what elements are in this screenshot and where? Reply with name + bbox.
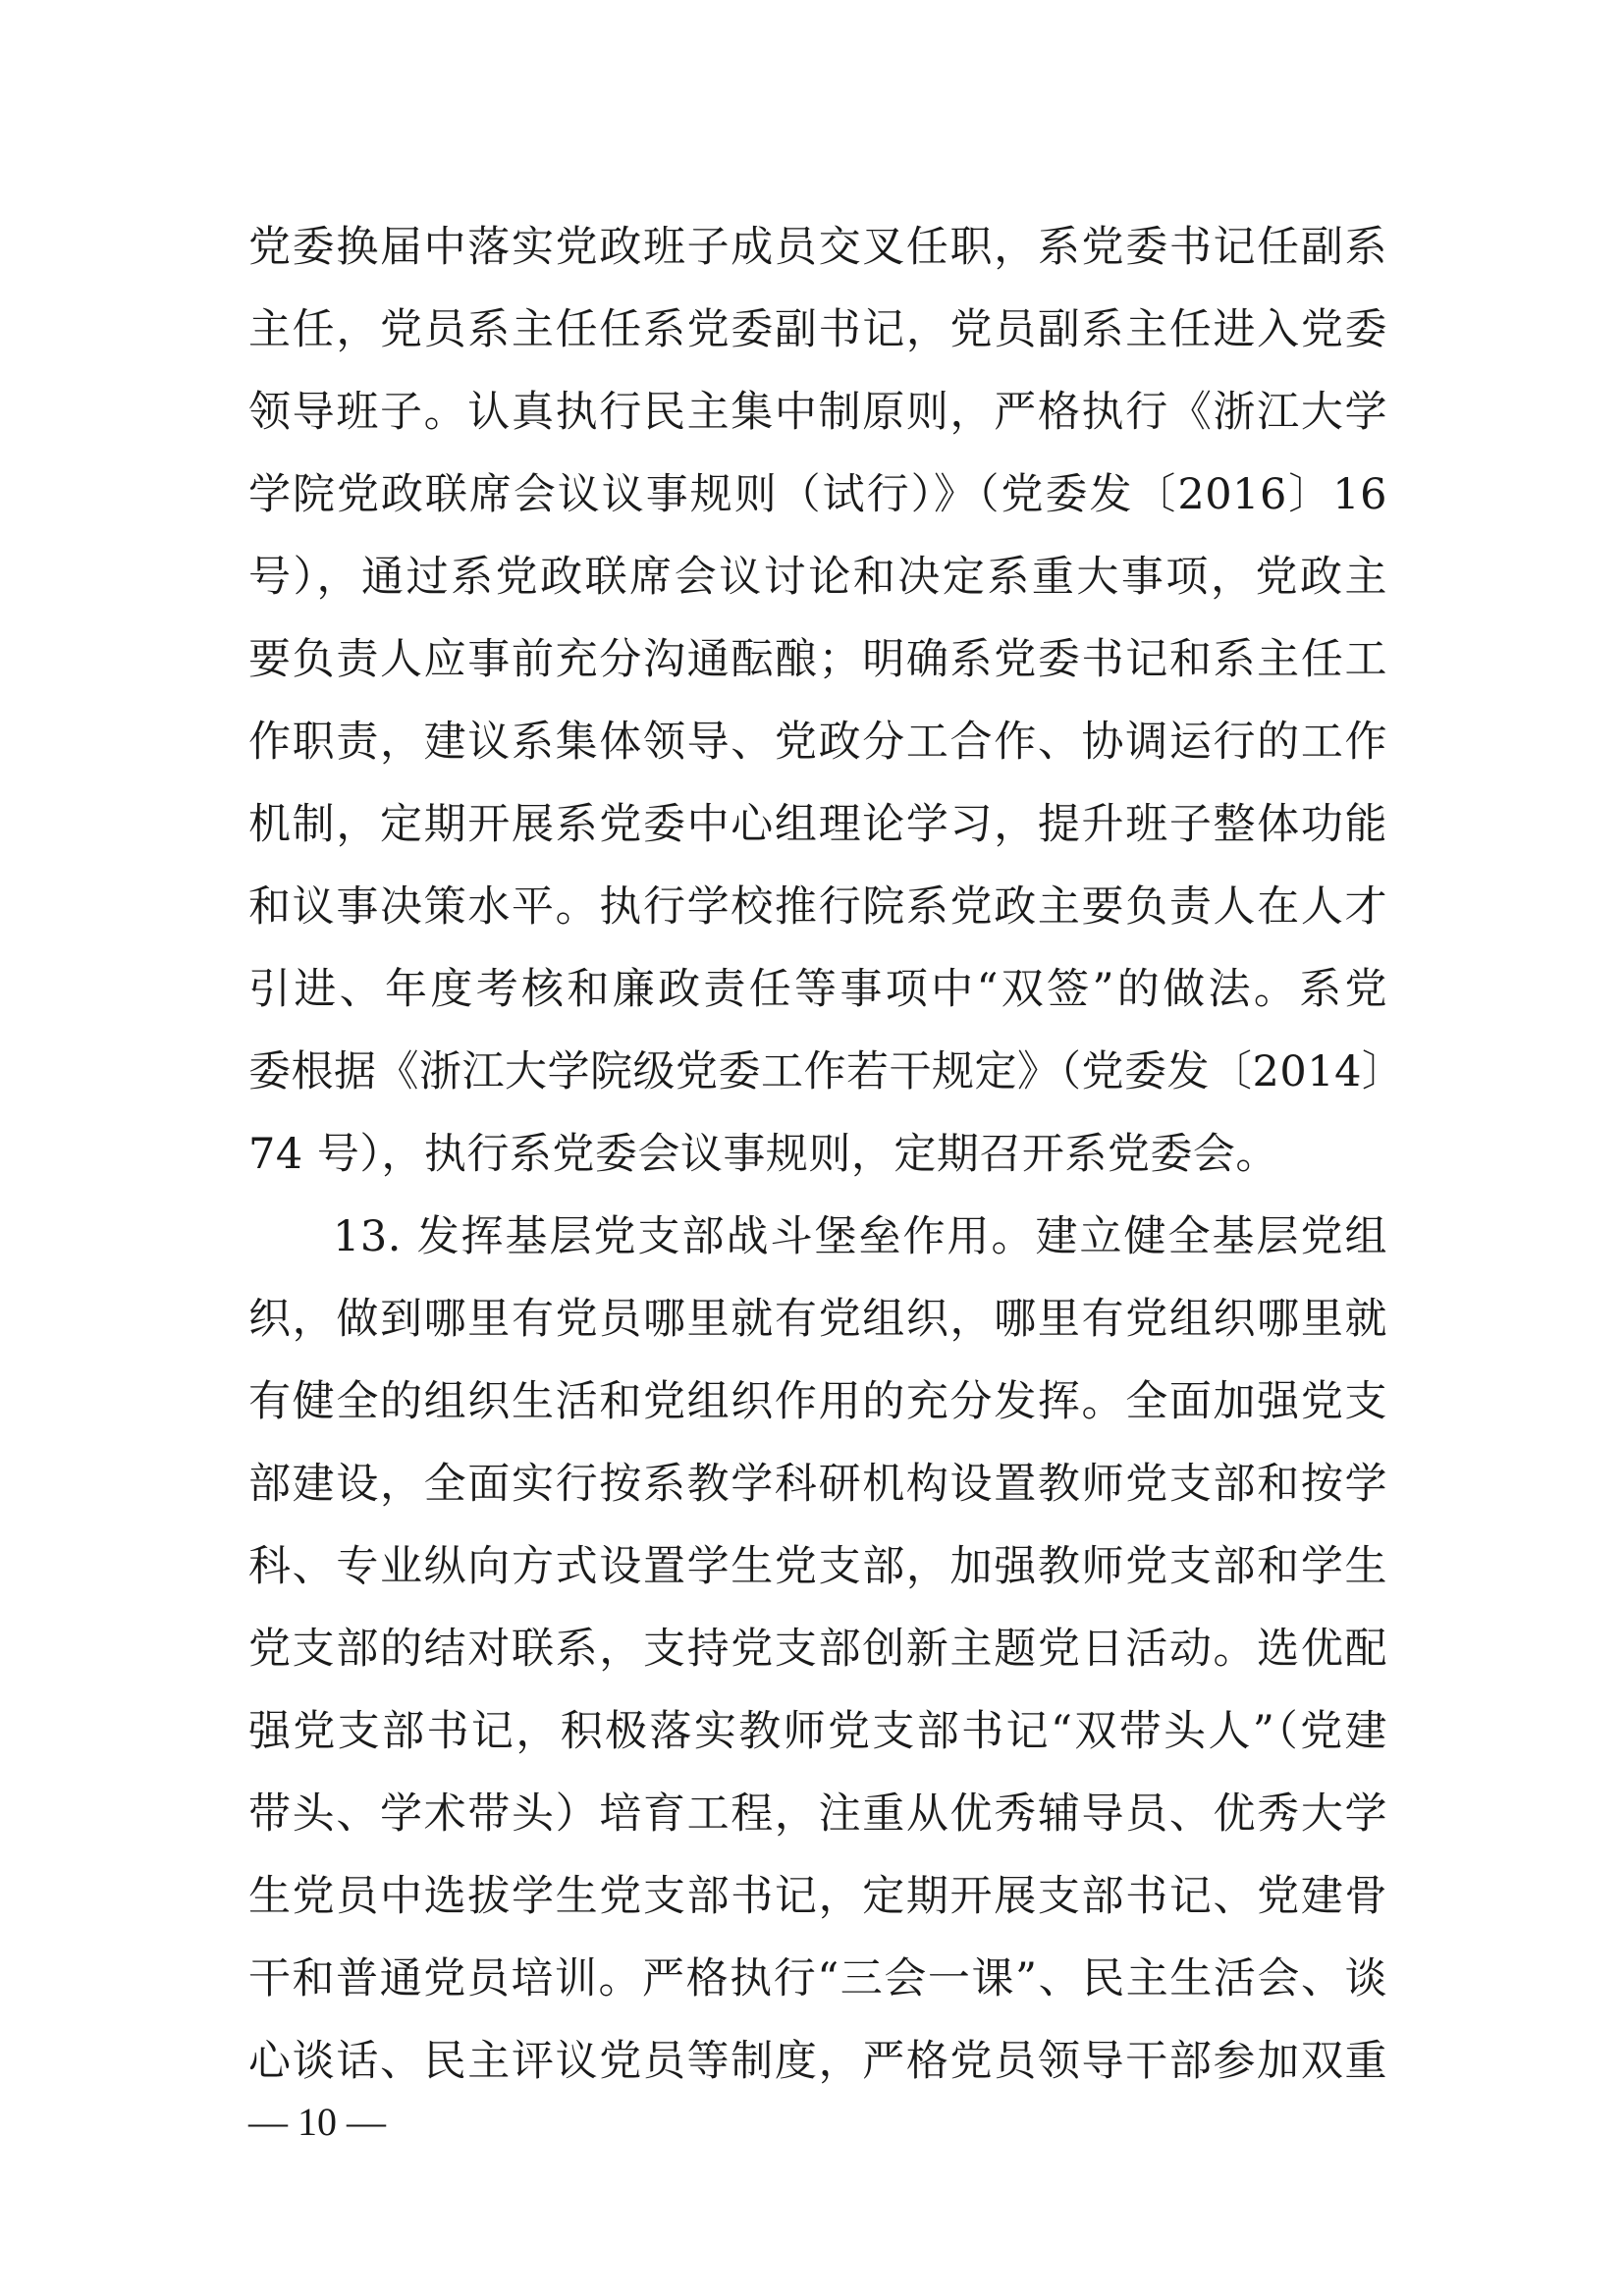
text-line-6: 要负责人应事前充分沟通酝酿；明确系党委书记和系主任工	[248, 635, 1387, 684]
text-line-7: 作职责，建议系集体领导、党政分工合作、协调运行的工作	[248, 718, 1387, 767]
section-13-line-8: 生党员中选拔学生党支部书记，定期开展支部书记、党建骨	[248, 1872, 1387, 1921]
text-line-5: 号），通过系党政联席会议讨论和决定系重大事项，党政主	[248, 553, 1387, 602]
text-line-1: 党委换届中落实党政班子成员交叉任职，系党委书记任副系	[248, 223, 1387, 272]
text-line-12: 74 号），执行系党委会议事规则，定期召开系党委会。	[248, 1130, 1278, 1179]
text-line-10: 引进、年度考核和廉政责任等事项中“双签”的做法。系党	[248, 965, 1387, 1014]
section-13-heading: 发挥基层党支部战斗堡垒作用。	[416, 1212, 1036, 1261]
section-13-line-5: 党支部的结对联系，支持党支部创新主题党日活动。选优配	[248, 1625, 1387, 1674]
section-13-line-7: 带头、学术带头）培育工程，注重从优秀辅导员、优秀大学	[248, 1789, 1387, 1839]
text-line-2: 主任，党员系主任任系党委副书记，党员副系主任进入党委	[248, 305, 1387, 354]
text-line-11: 委根据《浙江大学院级党委工作若干规定》（党委发〔2014〕	[248, 1047, 1405, 1096]
section-13-line-6: 强党支部书记，积极落实教师党支部书记“双带头人”（党建	[248, 1707, 1387, 1756]
section-13-line-1: 织，做到哪里有党员哪里就有党组织，哪里有党组织哪里就	[248, 1295, 1387, 1344]
section-13-line-4: 科、专业纵向方式设置学生党支部，加强教师党支部和学生	[248, 1542, 1387, 1591]
section-13-line-10: 心谈话、民主评议党员等制度，严格党员领导干部参加双重	[248, 2037, 1387, 2086]
text-line-3: 领导班子。认真执行民主集中制原则，严格执行《浙江大学	[248, 388, 1387, 437]
text-line-4: 学院党政联席会议议事规则（试行）》（党委发〔2016〕16	[248, 470, 1387, 519]
page-number: — 10 —	[248, 2100, 386, 2144]
section-13-number: 13.	[333, 1212, 402, 1261]
section-13-line-2: 有健全的组织生活和党组织作用的充分发挥。全面加强党支	[248, 1377, 1387, 1426]
section-13-first-line	[248, 1196, 1387, 1278]
text-line-8: 机制，定期开展系党委中心组理论学习，提升班子整体功能	[248, 800, 1387, 849]
text-line-9: 和议事决策水平。执行学校推行院系党政主要负责人在人才	[248, 882, 1387, 932]
section-13-first-line-rest: 建立健全基层党组	[1035, 1212, 1388, 1261]
section-13-line-3: 部建设，全面实行按系教学科研机构设置教师党支部和按学	[248, 1460, 1387, 1509]
section-13-line-9: 干和普通党员培训。严格执行“三会一课”、民主生活会、谈	[248, 1954, 1387, 2003]
